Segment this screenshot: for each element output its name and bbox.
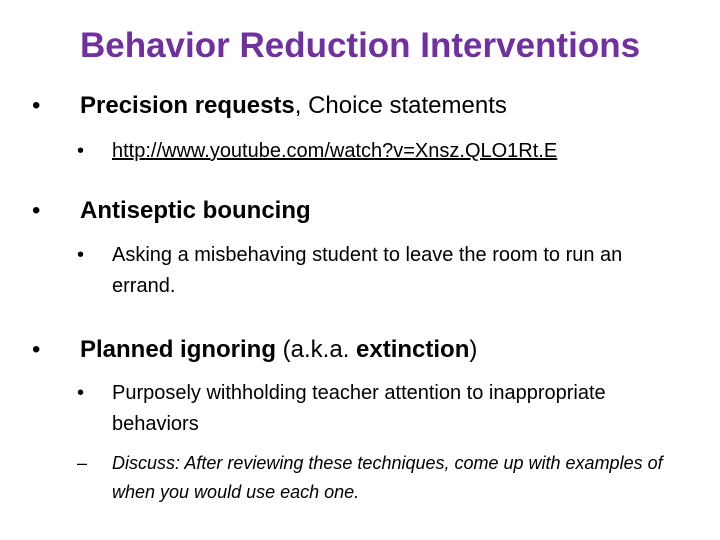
bullet-rest: , Choice statements xyxy=(294,92,507,119)
dash-bullet: – xyxy=(77,453,88,473)
bold-term: Planned ignoring xyxy=(80,336,276,363)
bullet-text xyxy=(80,92,507,120)
bold-term: Antiseptic bouncing xyxy=(80,197,311,224)
bullet-dot: • xyxy=(77,140,85,162)
youtube-link[interactable]: http://www.youtube.com/watch?v=Xnsz.QLO1Rt.E xyxy=(112,140,558,162)
bold-term: Precision requests xyxy=(80,92,295,119)
bullet-dot: • xyxy=(77,382,85,404)
bullet-dot: • xyxy=(32,92,41,119)
bullet-text xyxy=(80,336,477,364)
discuss-text: Discuss: After reviewing these techniques, come up with examples of when you would use each one. xyxy=(112,453,663,502)
bullet-dot: • xyxy=(32,197,41,224)
bullet-text xyxy=(80,197,311,225)
bold-term-extinction: extinction xyxy=(356,336,470,363)
bullet-dot: • xyxy=(77,244,85,266)
bullet-end: ) xyxy=(469,336,478,363)
bullet-mid: (a.k.a. xyxy=(276,336,357,363)
sub-item-text: Purposely withholding teacher attention to inappropriate behaviors xyxy=(112,382,606,435)
slide-title: Behavior Reduction Interventions xyxy=(79,26,641,65)
sub-item-text: Asking a misbehaving student to leave the room to run an errand. xyxy=(112,244,623,297)
bullet-dot: • xyxy=(32,336,41,363)
